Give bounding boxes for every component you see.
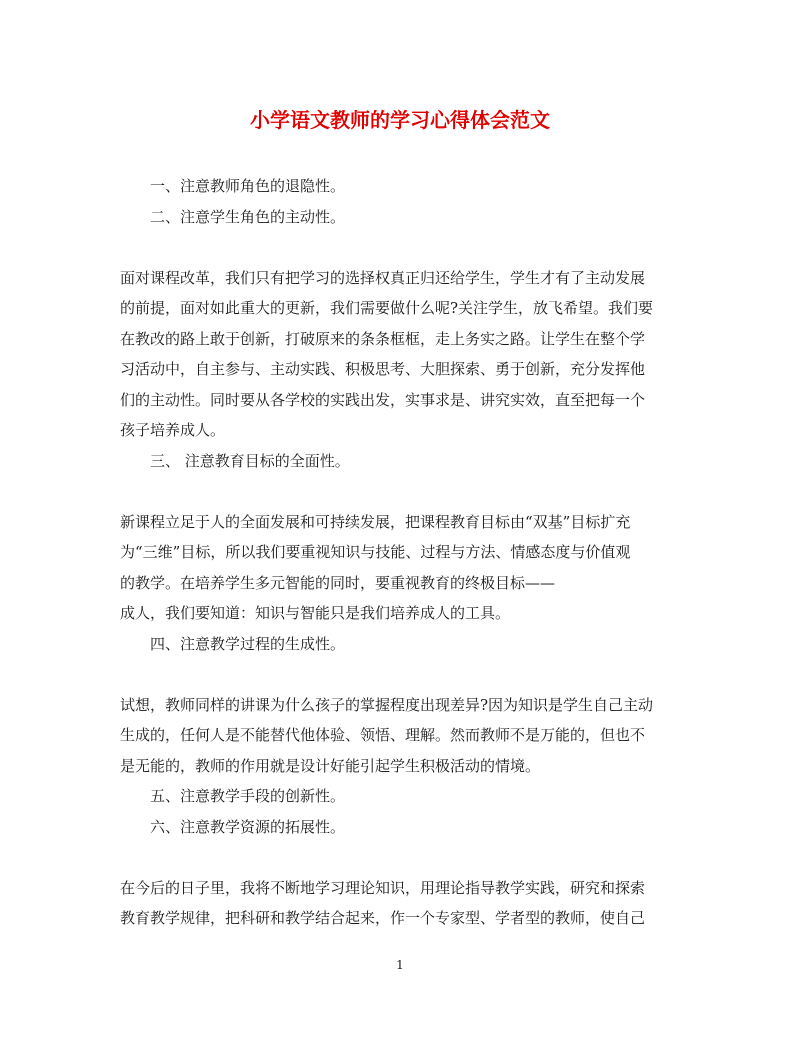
heading-2: 二、注意学生角色的主动性。 xyxy=(150,207,346,226)
paragraph-line: 面对课程改革，我们只有把学习的选择权真正归还给学生，学生才有了主动发展 xyxy=(120,268,646,287)
paragraph-line: 们的主动性。同时要从各学校的实践出发，实事求是、讲究实效，直至把每一个 xyxy=(120,390,646,409)
paragraph-gap xyxy=(120,659,680,690)
paragraph-gap xyxy=(120,476,680,507)
paragraph-line: 为“三维”目标，所以我们要重视知识与技能、过程与方法、情感态度与价值观 xyxy=(120,543,631,561)
paragraph-line: 孩子培养成人。 xyxy=(120,421,226,439)
paragraph-gap xyxy=(120,842,680,873)
document-body xyxy=(120,171,680,934)
paragraph-line: 成人，我们要知道：知识与智能只是我们培养成人的工具。 xyxy=(120,604,511,622)
heading-6: 六、注意教学资源的拓展性。 xyxy=(150,817,346,836)
paragraph-line: 在教改的路上敢于创新，打破原来的条条框框，走上务实之路。让学生在整个学 xyxy=(120,329,646,348)
heading-3: 三、 注意教育目标的全面性。 xyxy=(150,451,350,470)
page-number: 1 xyxy=(396,958,404,972)
paragraph-gap xyxy=(120,232,680,263)
paragraph-line: 的教学。在培养学生多元智能的同时，要重视教育的终极目标—— xyxy=(120,573,556,592)
paragraph-line: 在今后的日子里，我将不断地学习理论知识，用理论指导教学实践，研究和探索 xyxy=(120,878,646,897)
heading-1: 一、注意教师角色的退隐性。 xyxy=(150,177,346,195)
heading-4: 四、注意教学过程的生成性。 xyxy=(150,634,346,653)
paragraph-line: 教育教学规律，把科研和教学结合起来，作一个专家型、学者型的教师，使自己 xyxy=(120,909,646,927)
paragraph-line: 是无能的，教师的作用就是设计好能引起学生积极活动的情境。 xyxy=(120,756,541,775)
paragraph-line: 生成的，任何人是不能替代他体验、领悟、理解。然而教师不是万能的，但也不 xyxy=(120,726,646,744)
heading-5: 五、注意教学手段的创新性。 xyxy=(150,787,346,805)
paragraph-line: 试想，教师同样的讲课为什么孩子的掌握程度出现差异?因为知识是学生自己主动 xyxy=(120,695,654,714)
paragraph-line: 的前提，面对如此重大的更新，我们需要做什么呢?关注学生，放飞希望。我们要 xyxy=(120,299,654,317)
paragraph-line: 新课程立足于人的全面发展和可持续发展，把课程教育目标由“双基”目标扩充 xyxy=(120,512,631,531)
paragraph-line: 习活动中，自主参与、主动实践、积极思考、大胆探索、勇于创新，充分发挥他 xyxy=(120,360,646,378)
document-title: 小学语文教师的学习心得体会范文 xyxy=(250,108,550,132)
